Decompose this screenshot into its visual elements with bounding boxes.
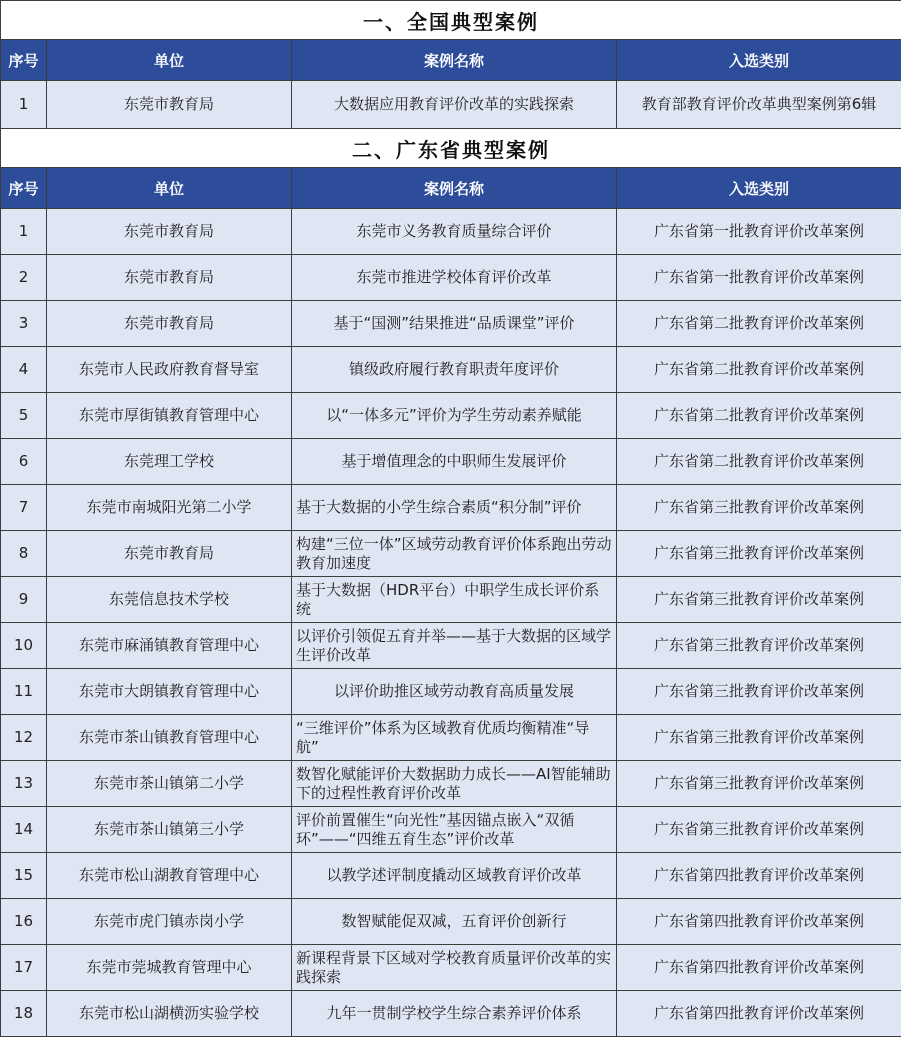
row-unit: 东莞市松山湖横沥实验学校 xyxy=(47,991,292,1037)
section1-title: 一、全国典型案例 xyxy=(1,1,901,40)
table-row xyxy=(1,531,901,577)
section1-title-row xyxy=(1,1,901,40)
row-category: 广东省第二批教育评价改革案例 xyxy=(617,439,901,485)
row-no: 17 xyxy=(1,945,47,991)
row-no: 16 xyxy=(1,899,47,945)
table-row xyxy=(1,301,901,347)
header-unit: 单位 xyxy=(47,168,292,209)
row-category: 广东省第三批教育评价改革案例 xyxy=(617,761,901,807)
table-row xyxy=(1,807,901,853)
row-no: 3 xyxy=(1,301,47,347)
row-unit: 东莞市教育局 xyxy=(47,255,292,301)
row-category: 广东省第三批教育评价改革案例 xyxy=(617,807,901,853)
table-row xyxy=(1,991,901,1037)
row-case: 东莞市义务教育质量综合评价 xyxy=(292,209,617,255)
row-category: 广东省第一批教育评价改革案例 xyxy=(617,209,901,255)
header-no: 序号 xyxy=(1,168,47,209)
row-case: 以教学述评制度撬动区域教育评价改革 xyxy=(292,853,617,899)
header-unit: 单位 xyxy=(47,40,292,81)
row-no: 9 xyxy=(1,577,47,623)
row-category: 教育部教育评价改革典型案例第6辑 xyxy=(617,81,901,129)
row-no: 14 xyxy=(1,807,47,853)
row-no: 1 xyxy=(1,81,47,129)
row-unit: 东莞市教育局 xyxy=(47,301,292,347)
table-row xyxy=(1,209,901,255)
row-case: 评价前置催生“向光性”基因锚点嵌入“双循环”——“四维五育生态”评价改革 xyxy=(292,807,617,853)
table-row xyxy=(1,761,901,807)
row-no: 4 xyxy=(1,347,47,393)
table-row xyxy=(1,669,901,715)
row-unit: 东莞市教育局 xyxy=(47,209,292,255)
row-category: 广东省第三批教育评价改革案例 xyxy=(617,623,901,669)
row-case: 新课程背景下区域对学校教育质量评价改革的实践探索 xyxy=(292,945,617,991)
row-no: 18 xyxy=(1,991,47,1037)
row-category: 广东省第三批教育评价改革案例 xyxy=(617,715,901,761)
row-case: 基于大数据的小学生综合素质“积分制”评价 xyxy=(292,485,617,531)
row-no: 6 xyxy=(1,439,47,485)
row-unit: 东莞市南城阳光第二小学 xyxy=(47,485,292,531)
row-case: 以“一体多元”评价为学生劳动素养赋能 xyxy=(292,393,617,439)
row-unit: 东莞市教育局 xyxy=(47,81,292,129)
table-row xyxy=(1,347,901,393)
row-unit: 东莞市厚街镇教育管理中心 xyxy=(47,393,292,439)
header-case: 案例名称 xyxy=(292,40,617,81)
row-case: 大数据应用教育评价改革的实践探索 xyxy=(292,81,617,129)
row-category: 广东省第二批教育评价改革案例 xyxy=(617,347,901,393)
row-unit: 东莞市茶山镇第二小学 xyxy=(47,761,292,807)
row-category: 广东省第三批教育评价改革案例 xyxy=(617,669,901,715)
row-case: 数智赋能促双减，五育评价创新行 xyxy=(292,899,617,945)
row-unit: 东莞市人民政府教育督导室 xyxy=(47,347,292,393)
row-case: 镇级政府履行教育职责年度评价 xyxy=(292,347,617,393)
row-category: 广东省第二批教育评价改革案例 xyxy=(617,301,901,347)
row-unit: 东莞市麻涌镇教育管理中心 xyxy=(47,623,292,669)
row-no: 1 xyxy=(1,209,47,255)
row-category: 广东省第四批教育评价改革案例 xyxy=(617,899,901,945)
row-unit: 东莞市虎门镇赤岗小学 xyxy=(47,899,292,945)
table-row xyxy=(1,577,901,623)
row-no: 7 xyxy=(1,485,47,531)
section2-title-row xyxy=(1,129,901,168)
section2-title: 二、广东省典型案例 xyxy=(1,129,901,168)
row-category: 广东省第三批教育评价改革案例 xyxy=(617,531,901,577)
table-row xyxy=(1,945,901,991)
row-case: 以评价引领促五育并举——基于大数据的区域学生评价改革 xyxy=(292,623,617,669)
table-row xyxy=(1,623,901,669)
row-no: 12 xyxy=(1,715,47,761)
row-case: 基于增值理念的中职师生发展评价 xyxy=(292,439,617,485)
row-category: 广东省第四批教育评价改革案例 xyxy=(617,853,901,899)
row-category: 广东省第三批教育评价改革案例 xyxy=(617,577,901,623)
row-no: 8 xyxy=(1,531,47,577)
header-no: 序号 xyxy=(1,40,47,81)
table-row xyxy=(1,485,901,531)
row-no: 2 xyxy=(1,255,47,301)
section1-header-row xyxy=(1,40,901,81)
table-row xyxy=(1,255,901,301)
table-row xyxy=(1,899,901,945)
row-no: 5 xyxy=(1,393,47,439)
section2-header-row xyxy=(1,168,901,209)
table-row xyxy=(1,715,901,761)
row-unit: 东莞市教育局 xyxy=(47,531,292,577)
row-unit: 东莞理工学校 xyxy=(47,439,292,485)
row-category: 广东省第三批教育评价改革案例 xyxy=(617,485,901,531)
table-row xyxy=(1,439,901,485)
row-case: 构建“三位一体”区域劳动教育评价体系跑出劳动教育加速度 xyxy=(292,531,617,577)
row-case: “三维评价”体系为区域教育优质均衡精准“导航” xyxy=(292,715,617,761)
header-case: 案例名称 xyxy=(292,168,617,209)
row-unit: 东莞市茶山镇第三小学 xyxy=(47,807,292,853)
row-unit: 东莞市莞城教育管理中心 xyxy=(47,945,292,991)
row-case: 以评价助推区域劳动教育高质量发展 xyxy=(292,669,617,715)
row-case: 东莞市推进学校体育评价改革 xyxy=(292,255,617,301)
row-no: 13 xyxy=(1,761,47,807)
row-unit: 东莞市茶山镇教育管理中心 xyxy=(47,715,292,761)
row-unit: 东莞市大朗镇教育管理中心 xyxy=(47,669,292,715)
row-case: 九年一贯制学校学生综合素养评价体系 xyxy=(292,991,617,1037)
row-case: 基于“国测”结果推进“品质课堂”评价 xyxy=(292,301,617,347)
header-category: 入选类别 xyxy=(617,168,901,209)
row-unit: 东莞市松山湖教育管理中心 xyxy=(47,853,292,899)
row-category: 广东省第一批教育评价改革案例 xyxy=(617,255,901,301)
row-case: 数智化赋能评价大数据助力成长——AI智能辅助下的过程性教育评价改革 xyxy=(292,761,617,807)
row-unit: 东莞信息技术学校 xyxy=(47,577,292,623)
table-row xyxy=(1,853,901,899)
row-category: 广东省第四批教育评价改革案例 xyxy=(617,991,901,1037)
row-no: 10 xyxy=(1,623,47,669)
row-category: 广东省第二批教育评价改革案例 xyxy=(617,393,901,439)
row-no: 15 xyxy=(1,853,47,899)
row-case: 基于大数据（HDR平台）中职学生成长评价系统 xyxy=(292,577,617,623)
table-row xyxy=(1,393,901,439)
header-category: 入选类别 xyxy=(617,40,901,81)
table-row xyxy=(1,81,901,129)
row-category: 广东省第四批教育评价改革案例 xyxy=(617,945,901,991)
row-no: 11 xyxy=(1,669,47,715)
